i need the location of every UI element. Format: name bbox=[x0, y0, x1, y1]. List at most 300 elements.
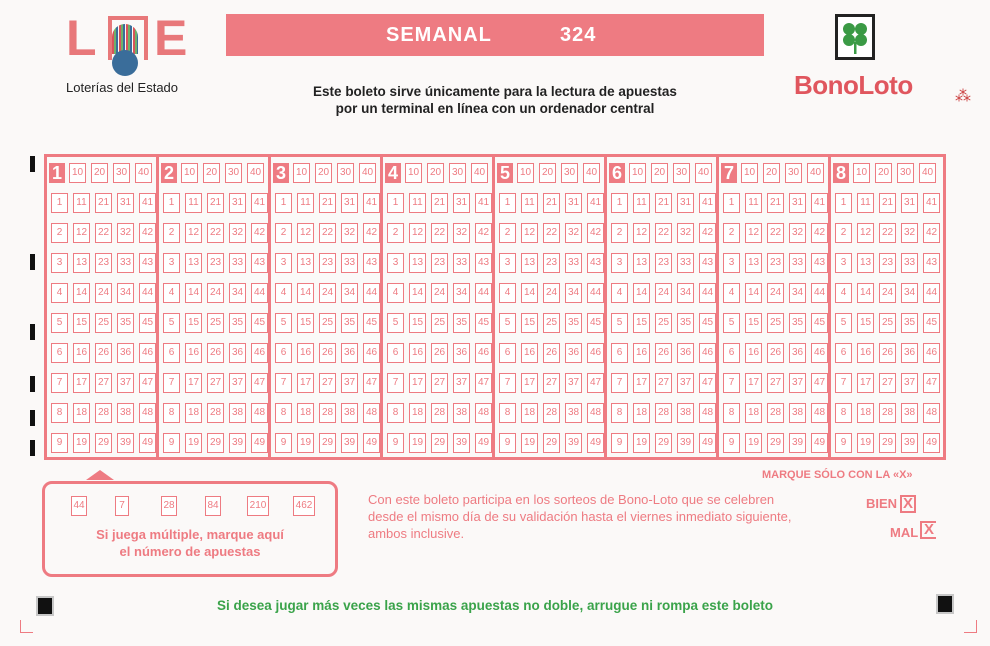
number-cell[interactable]: 49 bbox=[923, 433, 940, 453]
number-cell[interactable]: 16 bbox=[857, 343, 874, 363]
number-cell[interactable]: 8 bbox=[51, 403, 68, 423]
number-cell[interactable]: 22 bbox=[207, 223, 224, 243]
number-cell[interactable]: 18 bbox=[409, 403, 426, 423]
number-cell[interactable]: 17 bbox=[297, 373, 314, 393]
number-cell[interactable]: 27 bbox=[655, 373, 672, 393]
number-cell[interactable]: 38 bbox=[453, 403, 470, 423]
number-cell[interactable]: 49 bbox=[251, 433, 268, 453]
number-cell[interactable]: 1 bbox=[275, 193, 292, 213]
number-cell[interactable]: 23 bbox=[655, 253, 672, 273]
number-cell[interactable]: 23 bbox=[879, 253, 896, 273]
number-cell[interactable]: 30 bbox=[897, 163, 914, 183]
number-cell[interactable]: 21 bbox=[543, 193, 560, 213]
number-cell[interactable]: 32 bbox=[789, 223, 806, 243]
number-cell[interactable]: 35 bbox=[341, 313, 358, 333]
number-cell[interactable]: 5 bbox=[51, 313, 68, 333]
number-cell[interactable]: 7 bbox=[723, 373, 740, 393]
number-cell[interactable]: 18 bbox=[857, 403, 874, 423]
number-cell[interactable]: 15 bbox=[633, 313, 650, 333]
number-cell[interactable]: 40 bbox=[695, 163, 712, 183]
number-cell[interactable]: 9 bbox=[387, 433, 404, 453]
number-cell[interactable]: 24 bbox=[655, 283, 672, 303]
number-cell[interactable]: 10 bbox=[629, 163, 646, 183]
number-cell[interactable]: 36 bbox=[565, 343, 582, 363]
number-cell[interactable]: 10 bbox=[69, 163, 86, 183]
number-cell[interactable]: 43 bbox=[811, 253, 828, 273]
number-cell[interactable]: 25 bbox=[543, 313, 560, 333]
number-cell[interactable]: 33 bbox=[677, 253, 694, 273]
number-cell[interactable]: 44 bbox=[811, 283, 828, 303]
number-cell[interactable]: 24 bbox=[543, 283, 560, 303]
number-cell[interactable]: 14 bbox=[745, 283, 762, 303]
number-cell[interactable]: 48 bbox=[699, 403, 716, 423]
number-cell[interactable]: 23 bbox=[767, 253, 784, 273]
number-cell[interactable]: 20 bbox=[651, 163, 668, 183]
number-cell[interactable]: 49 bbox=[811, 433, 828, 453]
number-cell[interactable]: 38 bbox=[565, 403, 582, 423]
number-cell[interactable]: 1 bbox=[51, 193, 68, 213]
number-cell[interactable]: 25 bbox=[319, 313, 336, 333]
number-cell[interactable]: 10 bbox=[293, 163, 310, 183]
number-cell[interactable]: 7 bbox=[387, 373, 404, 393]
number-cell[interactable]: 17 bbox=[185, 373, 202, 393]
number-cell[interactable]: 16 bbox=[409, 343, 426, 363]
number-cell[interactable]: 15 bbox=[857, 313, 874, 333]
number-cell[interactable]: 39 bbox=[341, 433, 358, 453]
number-cell[interactable]: 10 bbox=[741, 163, 758, 183]
number-cell[interactable]: 14 bbox=[297, 283, 314, 303]
number-cell[interactable]: 8 bbox=[723, 403, 740, 423]
number-cell[interactable]: 12 bbox=[297, 223, 314, 243]
number-cell[interactable]: 34 bbox=[901, 283, 918, 303]
number-cell[interactable]: 37 bbox=[901, 373, 918, 393]
number-cell[interactable]: 30 bbox=[449, 163, 466, 183]
number-cell[interactable]: 21 bbox=[655, 193, 672, 213]
number-cell[interactable]: 13 bbox=[409, 253, 426, 273]
number-cell[interactable]: 18 bbox=[185, 403, 202, 423]
number-cell[interactable]: 26 bbox=[767, 343, 784, 363]
number-cell[interactable]: 25 bbox=[431, 313, 448, 333]
number-cell[interactable]: 11 bbox=[521, 193, 538, 213]
number-cell[interactable]: 37 bbox=[677, 373, 694, 393]
number-cell[interactable]: 31 bbox=[229, 193, 246, 213]
number-cell[interactable]: 24 bbox=[879, 283, 896, 303]
number-cell[interactable]: 47 bbox=[923, 373, 940, 393]
number-cell[interactable]: 34 bbox=[341, 283, 358, 303]
number-cell[interactable]: 34 bbox=[453, 283, 470, 303]
number-cell[interactable]: 27 bbox=[879, 373, 896, 393]
number-cell[interactable]: 22 bbox=[879, 223, 896, 243]
number-cell[interactable]: 12 bbox=[745, 223, 762, 243]
number-cell[interactable]: 48 bbox=[923, 403, 940, 423]
number-cell[interactable]: 32 bbox=[565, 223, 582, 243]
number-cell[interactable]: 42 bbox=[363, 223, 380, 243]
number-cell[interactable]: 19 bbox=[521, 433, 538, 453]
number-cell[interactable]: 42 bbox=[699, 223, 716, 243]
number-cell[interactable]: 17 bbox=[409, 373, 426, 393]
number-cell[interactable]: 31 bbox=[677, 193, 694, 213]
number-cell[interactable]: 4 bbox=[611, 283, 628, 303]
number-cell[interactable]: 17 bbox=[521, 373, 538, 393]
number-cell[interactable]: 39 bbox=[789, 433, 806, 453]
number-cell[interactable]: 15 bbox=[521, 313, 538, 333]
number-cell[interactable]: 46 bbox=[139, 343, 156, 363]
number-cell[interactable]: 17 bbox=[745, 373, 762, 393]
number-cell[interactable]: 3 bbox=[499, 253, 516, 273]
number-cell[interactable]: 26 bbox=[207, 343, 224, 363]
number-cell[interactable]: 43 bbox=[363, 253, 380, 273]
number-cell[interactable]: 1 bbox=[387, 193, 404, 213]
number-cell[interactable]: 13 bbox=[521, 253, 538, 273]
number-cell[interactable]: 15 bbox=[185, 313, 202, 333]
number-cell[interactable]: 10 bbox=[517, 163, 534, 183]
number-cell[interactable]: 3 bbox=[387, 253, 404, 273]
number-cell[interactable]: 35 bbox=[901, 313, 918, 333]
number-cell[interactable]: 4 bbox=[275, 283, 292, 303]
number-cell[interactable]: 23 bbox=[207, 253, 224, 273]
multiple-option[interactable]: 84 bbox=[205, 496, 221, 516]
number-cell[interactable]: 43 bbox=[923, 253, 940, 273]
number-cell[interactable]: 22 bbox=[543, 223, 560, 243]
number-cell[interactable]: 44 bbox=[363, 283, 380, 303]
number-cell[interactable]: 47 bbox=[139, 373, 156, 393]
number-cell[interactable]: 49 bbox=[587, 433, 604, 453]
number-cell[interactable]: 43 bbox=[251, 253, 268, 273]
number-cell[interactable]: 34 bbox=[789, 283, 806, 303]
number-cell[interactable]: 7 bbox=[51, 373, 68, 393]
number-cell[interactable]: 30 bbox=[785, 163, 802, 183]
number-cell[interactable]: 19 bbox=[73, 433, 90, 453]
number-cell[interactable]: 42 bbox=[587, 223, 604, 243]
number-cell[interactable]: 7 bbox=[835, 373, 852, 393]
number-cell[interactable]: 40 bbox=[135, 163, 152, 183]
number-cell[interactable]: 4 bbox=[835, 283, 852, 303]
number-cell[interactable]: 42 bbox=[811, 223, 828, 243]
number-cell[interactable]: 38 bbox=[229, 403, 246, 423]
number-cell[interactable]: 11 bbox=[297, 193, 314, 213]
number-cell[interactable]: 13 bbox=[857, 253, 874, 273]
number-cell[interactable]: 26 bbox=[431, 343, 448, 363]
number-cell[interactable]: 23 bbox=[431, 253, 448, 273]
number-cell[interactable]: 5 bbox=[163, 313, 180, 333]
number-cell[interactable]: 34 bbox=[565, 283, 582, 303]
number-cell[interactable]: 32 bbox=[453, 223, 470, 243]
number-cell[interactable]: 39 bbox=[229, 433, 246, 453]
number-cell[interactable]: 36 bbox=[901, 343, 918, 363]
number-cell[interactable]: 15 bbox=[745, 313, 762, 333]
multiple-option[interactable]: 462 bbox=[293, 496, 315, 516]
number-cell[interactable]: 3 bbox=[835, 253, 852, 273]
number-cell[interactable]: 20 bbox=[315, 163, 332, 183]
number-cell[interactable]: 46 bbox=[475, 343, 492, 363]
number-cell[interactable]: 33 bbox=[229, 253, 246, 273]
number-cell[interactable]: 7 bbox=[611, 373, 628, 393]
number-cell[interactable]: 41 bbox=[923, 193, 940, 213]
number-cell[interactable]: 29 bbox=[879, 433, 896, 453]
number-cell[interactable]: 29 bbox=[431, 433, 448, 453]
number-cell[interactable]: 40 bbox=[247, 163, 264, 183]
number-cell[interactable]: 34 bbox=[117, 283, 134, 303]
multiple-option[interactable]: 28 bbox=[161, 496, 177, 516]
number-cell[interactable]: 37 bbox=[565, 373, 582, 393]
number-cell[interactable]: 6 bbox=[499, 343, 516, 363]
number-cell[interactable]: 21 bbox=[431, 193, 448, 213]
number-cell[interactable]: 43 bbox=[139, 253, 156, 273]
number-cell[interactable]: 42 bbox=[923, 223, 940, 243]
number-cell[interactable]: 39 bbox=[901, 433, 918, 453]
number-cell[interactable]: 5 bbox=[723, 313, 740, 333]
number-cell[interactable]: 16 bbox=[745, 343, 762, 363]
number-cell[interactable]: 16 bbox=[73, 343, 90, 363]
number-cell[interactable]: 18 bbox=[297, 403, 314, 423]
number-cell[interactable]: 35 bbox=[229, 313, 246, 333]
number-cell[interactable]: 44 bbox=[923, 283, 940, 303]
number-cell[interactable]: 18 bbox=[73, 403, 90, 423]
number-cell[interactable]: 28 bbox=[95, 403, 112, 423]
number-cell[interactable]: 42 bbox=[475, 223, 492, 243]
number-cell[interactable]: 4 bbox=[723, 283, 740, 303]
number-cell[interactable]: 9 bbox=[51, 433, 68, 453]
number-cell[interactable]: 7 bbox=[275, 373, 292, 393]
number-cell[interactable]: 9 bbox=[163, 433, 180, 453]
number-cell[interactable]: 2 bbox=[387, 223, 404, 243]
number-cell[interactable]: 46 bbox=[587, 343, 604, 363]
multiple-option[interactable]: 210 bbox=[247, 496, 269, 516]
number-cell[interactable]: 22 bbox=[767, 223, 784, 243]
number-cell[interactable]: 41 bbox=[587, 193, 604, 213]
number-cell[interactable]: 44 bbox=[699, 283, 716, 303]
number-cell[interactable]: 28 bbox=[879, 403, 896, 423]
number-cell[interactable]: 35 bbox=[565, 313, 582, 333]
number-cell[interactable]: 32 bbox=[677, 223, 694, 243]
number-cell[interactable]: 16 bbox=[521, 343, 538, 363]
number-cell[interactable]: 49 bbox=[475, 433, 492, 453]
number-cell[interactable]: 2 bbox=[499, 223, 516, 243]
number-cell[interactable]: 10 bbox=[405, 163, 422, 183]
number-cell[interactable]: 47 bbox=[251, 373, 268, 393]
number-cell[interactable]: 17 bbox=[73, 373, 90, 393]
number-cell[interactable]: 2 bbox=[723, 223, 740, 243]
number-cell[interactable]: 3 bbox=[611, 253, 628, 273]
number-cell[interactable]: 24 bbox=[767, 283, 784, 303]
number-cell[interactable]: 45 bbox=[811, 313, 828, 333]
number-cell[interactable]: 2 bbox=[51, 223, 68, 243]
number-cell[interactable]: 25 bbox=[879, 313, 896, 333]
number-cell[interactable]: 8 bbox=[499, 403, 516, 423]
number-cell[interactable]: 46 bbox=[699, 343, 716, 363]
number-cell[interactable]: 1 bbox=[499, 193, 516, 213]
number-cell[interactable]: 8 bbox=[387, 403, 404, 423]
number-cell[interactable]: 33 bbox=[117, 253, 134, 273]
number-cell[interactable]: 13 bbox=[297, 253, 314, 273]
number-cell[interactable]: 45 bbox=[139, 313, 156, 333]
number-cell[interactable]: 8 bbox=[835, 403, 852, 423]
number-cell[interactable]: 38 bbox=[677, 403, 694, 423]
number-cell[interactable]: 12 bbox=[409, 223, 426, 243]
number-cell[interactable]: 22 bbox=[431, 223, 448, 243]
number-cell[interactable]: 17 bbox=[857, 373, 874, 393]
number-cell[interactable]: 1 bbox=[163, 193, 180, 213]
number-cell[interactable]: 48 bbox=[475, 403, 492, 423]
number-cell[interactable]: 26 bbox=[95, 343, 112, 363]
number-cell[interactable]: 40 bbox=[359, 163, 376, 183]
number-cell[interactable]: 27 bbox=[319, 373, 336, 393]
number-cell[interactable]: 28 bbox=[431, 403, 448, 423]
number-cell[interactable]: 49 bbox=[139, 433, 156, 453]
number-cell[interactable]: 12 bbox=[521, 223, 538, 243]
number-cell[interactable]: 31 bbox=[789, 193, 806, 213]
number-cell[interactable]: 14 bbox=[857, 283, 874, 303]
number-cell[interactable]: 1 bbox=[723, 193, 740, 213]
number-cell[interactable]: 6 bbox=[387, 343, 404, 363]
number-cell[interactable]: 46 bbox=[811, 343, 828, 363]
number-cell[interactable]: 20 bbox=[203, 163, 220, 183]
number-cell[interactable]: 5 bbox=[835, 313, 852, 333]
number-cell[interactable]: 27 bbox=[431, 373, 448, 393]
number-cell[interactable]: 33 bbox=[789, 253, 806, 273]
number-cell[interactable]: 5 bbox=[275, 313, 292, 333]
number-cell[interactable]: 20 bbox=[539, 163, 556, 183]
number-cell[interactable]: 47 bbox=[475, 373, 492, 393]
number-cell[interactable]: 5 bbox=[611, 313, 628, 333]
number-cell[interactable]: 22 bbox=[95, 223, 112, 243]
number-cell[interactable]: 39 bbox=[453, 433, 470, 453]
number-cell[interactable]: 11 bbox=[745, 193, 762, 213]
number-cell[interactable]: 46 bbox=[251, 343, 268, 363]
number-cell[interactable]: 35 bbox=[117, 313, 134, 333]
number-cell[interactable]: 10 bbox=[181, 163, 198, 183]
number-cell[interactable]: 49 bbox=[363, 433, 380, 453]
number-cell[interactable]: 11 bbox=[409, 193, 426, 213]
number-cell[interactable]: 29 bbox=[767, 433, 784, 453]
number-cell[interactable]: 28 bbox=[319, 403, 336, 423]
number-cell[interactable]: 21 bbox=[767, 193, 784, 213]
number-cell[interactable]: 9 bbox=[611, 433, 628, 453]
number-cell[interactable]: 37 bbox=[117, 373, 134, 393]
number-cell[interactable]: 45 bbox=[923, 313, 940, 333]
number-cell[interactable]: 41 bbox=[363, 193, 380, 213]
number-cell[interactable]: 2 bbox=[835, 223, 852, 243]
number-cell[interactable]: 12 bbox=[73, 223, 90, 243]
number-cell[interactable]: 41 bbox=[475, 193, 492, 213]
number-cell[interactable]: 11 bbox=[185, 193, 202, 213]
number-cell[interactable]: 39 bbox=[677, 433, 694, 453]
number-cell[interactable]: 1 bbox=[611, 193, 628, 213]
number-cell[interactable]: 28 bbox=[207, 403, 224, 423]
number-cell[interactable]: 43 bbox=[699, 253, 716, 273]
number-cell[interactable]: 20 bbox=[427, 163, 444, 183]
number-cell[interactable]: 12 bbox=[633, 223, 650, 243]
number-cell[interactable]: 8 bbox=[163, 403, 180, 423]
number-cell[interactable]: 21 bbox=[319, 193, 336, 213]
number-cell[interactable]: 42 bbox=[139, 223, 156, 243]
number-cell[interactable]: 37 bbox=[341, 373, 358, 393]
number-cell[interactable]: 5 bbox=[499, 313, 516, 333]
number-cell[interactable]: 6 bbox=[51, 343, 68, 363]
number-cell[interactable]: 14 bbox=[633, 283, 650, 303]
number-cell[interactable]: 44 bbox=[251, 283, 268, 303]
number-cell[interactable]: 3 bbox=[275, 253, 292, 273]
number-cell[interactable]: 36 bbox=[117, 343, 134, 363]
number-cell[interactable]: 32 bbox=[117, 223, 134, 243]
number-cell[interactable]: 19 bbox=[745, 433, 762, 453]
number-cell[interactable]: 27 bbox=[767, 373, 784, 393]
number-cell[interactable]: 45 bbox=[587, 313, 604, 333]
number-cell[interactable]: 33 bbox=[341, 253, 358, 273]
number-cell[interactable]: 47 bbox=[811, 373, 828, 393]
number-cell[interactable]: 12 bbox=[185, 223, 202, 243]
number-cell[interactable]: 35 bbox=[453, 313, 470, 333]
number-cell[interactable]: 4 bbox=[387, 283, 404, 303]
number-cell[interactable]: 47 bbox=[587, 373, 604, 393]
number-cell[interactable]: 25 bbox=[95, 313, 112, 333]
number-cell[interactable]: 20 bbox=[763, 163, 780, 183]
number-cell[interactable]: 18 bbox=[745, 403, 762, 423]
number-cell[interactable]: 48 bbox=[139, 403, 156, 423]
number-cell[interactable]: 48 bbox=[363, 403, 380, 423]
number-cell[interactable]: 19 bbox=[297, 433, 314, 453]
number-cell[interactable]: 6 bbox=[163, 343, 180, 363]
number-cell[interactable]: 42 bbox=[251, 223, 268, 243]
number-cell[interactable]: 13 bbox=[185, 253, 202, 273]
number-cell[interactable]: 27 bbox=[207, 373, 224, 393]
number-cell[interactable]: 48 bbox=[811, 403, 828, 423]
number-cell[interactable]: 39 bbox=[117, 433, 134, 453]
number-cell[interactable]: 2 bbox=[163, 223, 180, 243]
number-cell[interactable]: 47 bbox=[699, 373, 716, 393]
number-cell[interactable]: 32 bbox=[901, 223, 918, 243]
number-cell[interactable]: 30 bbox=[225, 163, 242, 183]
number-cell[interactable]: 26 bbox=[319, 343, 336, 363]
number-cell[interactable]: 38 bbox=[789, 403, 806, 423]
number-cell[interactable]: 24 bbox=[431, 283, 448, 303]
number-cell[interactable]: 30 bbox=[337, 163, 354, 183]
number-cell[interactable]: 31 bbox=[341, 193, 358, 213]
number-cell[interactable]: 44 bbox=[475, 283, 492, 303]
number-cell[interactable]: 13 bbox=[73, 253, 90, 273]
number-cell[interactable]: 4 bbox=[499, 283, 516, 303]
number-cell[interactable]: 38 bbox=[901, 403, 918, 423]
number-cell[interactable]: 37 bbox=[453, 373, 470, 393]
number-cell[interactable]: 29 bbox=[319, 433, 336, 453]
number-cell[interactable]: 18 bbox=[521, 403, 538, 423]
number-cell[interactable]: 45 bbox=[699, 313, 716, 333]
number-cell[interactable]: 7 bbox=[499, 373, 516, 393]
number-cell[interactable]: 25 bbox=[207, 313, 224, 333]
number-cell[interactable]: 9 bbox=[499, 433, 516, 453]
number-cell[interactable]: 9 bbox=[835, 433, 852, 453]
number-cell[interactable]: 32 bbox=[341, 223, 358, 243]
number-cell[interactable]: 15 bbox=[73, 313, 90, 333]
number-cell[interactable]: 5 bbox=[387, 313, 404, 333]
number-cell[interactable]: 16 bbox=[633, 343, 650, 363]
number-cell[interactable]: 26 bbox=[655, 343, 672, 363]
number-cell[interactable]: 24 bbox=[319, 283, 336, 303]
number-cell[interactable]: 26 bbox=[879, 343, 896, 363]
number-cell[interactable]: 31 bbox=[453, 193, 470, 213]
number-cell[interactable]: 19 bbox=[857, 433, 874, 453]
number-cell[interactable]: 31 bbox=[117, 193, 134, 213]
number-cell[interactable]: 36 bbox=[453, 343, 470, 363]
number-cell[interactable]: 30 bbox=[673, 163, 690, 183]
number-cell[interactable]: 41 bbox=[251, 193, 268, 213]
number-cell[interactable]: 46 bbox=[363, 343, 380, 363]
number-cell[interactable]: 9 bbox=[723, 433, 740, 453]
number-cell[interactable]: 9 bbox=[275, 433, 292, 453]
number-cell[interactable]: 34 bbox=[677, 283, 694, 303]
number-cell[interactable]: 15 bbox=[297, 313, 314, 333]
number-cell[interactable]: 21 bbox=[879, 193, 896, 213]
